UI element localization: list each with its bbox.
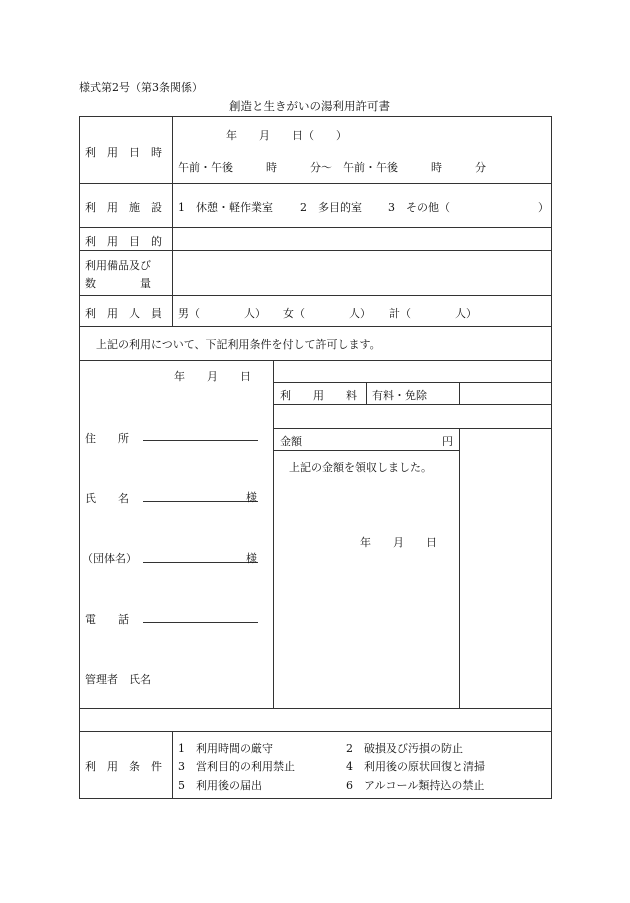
label-conditions: 利 用 条 件 bbox=[85, 760, 162, 773]
condition-4: 4 利用後の原状回復と清掃 bbox=[346, 760, 485, 773]
people-female: 女（ 人） bbox=[283, 307, 371, 320]
facility-close-paren: ） bbox=[538, 201, 549, 214]
label-date-time: 利 用 日 時 bbox=[85, 146, 162, 159]
sama-group: 様 bbox=[246, 552, 257, 565]
fee-option: 有料・免除 bbox=[372, 389, 427, 402]
label-amount: 金額 bbox=[280, 435, 302, 448]
label-name: 氏 名 bbox=[85, 492, 129, 505]
receipt-date: 年 月 日 bbox=[360, 536, 437, 549]
label-address: 住 所 bbox=[85, 432, 129, 445]
label-manager: 管理者 氏名 bbox=[85, 673, 151, 686]
condition-2: 2 破損及び汚損の防止 bbox=[346, 742, 463, 755]
time-line: 午前・午後 時 分～ 午前・午後 時 分 bbox=[178, 161, 486, 174]
date-line: 年 月 日（ ） bbox=[226, 129, 347, 142]
label-equipment-2: 数 量 bbox=[85, 277, 151, 290]
condition-5: 5 利用後の届出 bbox=[178, 779, 262, 792]
label-fee: 利 用 料 bbox=[280, 389, 357, 402]
condition-1: 1 利用時間の厳守 bbox=[178, 742, 273, 755]
facility-option-3: 3 その他（ bbox=[388, 201, 450, 214]
label-group: （団体名） bbox=[82, 552, 137, 565]
receipt-text: 上記の金額を領収しました。 bbox=[289, 461, 432, 474]
condition-6: 6 アルコール類持込の禁止 bbox=[346, 779, 485, 792]
sama-name: 様 bbox=[246, 491, 257, 504]
label-equipment-1: 利用備品及び bbox=[85, 259, 151, 272]
facility-option-2: 2 多目的室 bbox=[300, 201, 362, 214]
form-title: 創造と生きがいの湯利用許可書 bbox=[229, 99, 390, 113]
form-number: 様式第2号（第3条関係） bbox=[79, 81, 203, 94]
label-purpose: 利 用 目 的 bbox=[85, 235, 162, 248]
people-total: 計（ 人） bbox=[389, 307, 477, 320]
people-male: 男（ 人） bbox=[178, 307, 266, 320]
label-phone: 電 話 bbox=[85, 613, 129, 626]
yen-unit: 円 bbox=[442, 435, 453, 448]
permission-statement: 上記の利用について、下記利用条件を付して許可します。 bbox=[96, 338, 381, 351]
label-facility: 利 用 施 設 bbox=[85, 201, 162, 214]
condition-3: 3 営利目的の利用禁止 bbox=[178, 760, 295, 773]
label-people: 利 用 人 員 bbox=[85, 307, 162, 320]
applicant-date: 年 月 日 bbox=[174, 370, 251, 383]
facility-option-1: 1 休憩・軽作業室 bbox=[178, 201, 273, 214]
